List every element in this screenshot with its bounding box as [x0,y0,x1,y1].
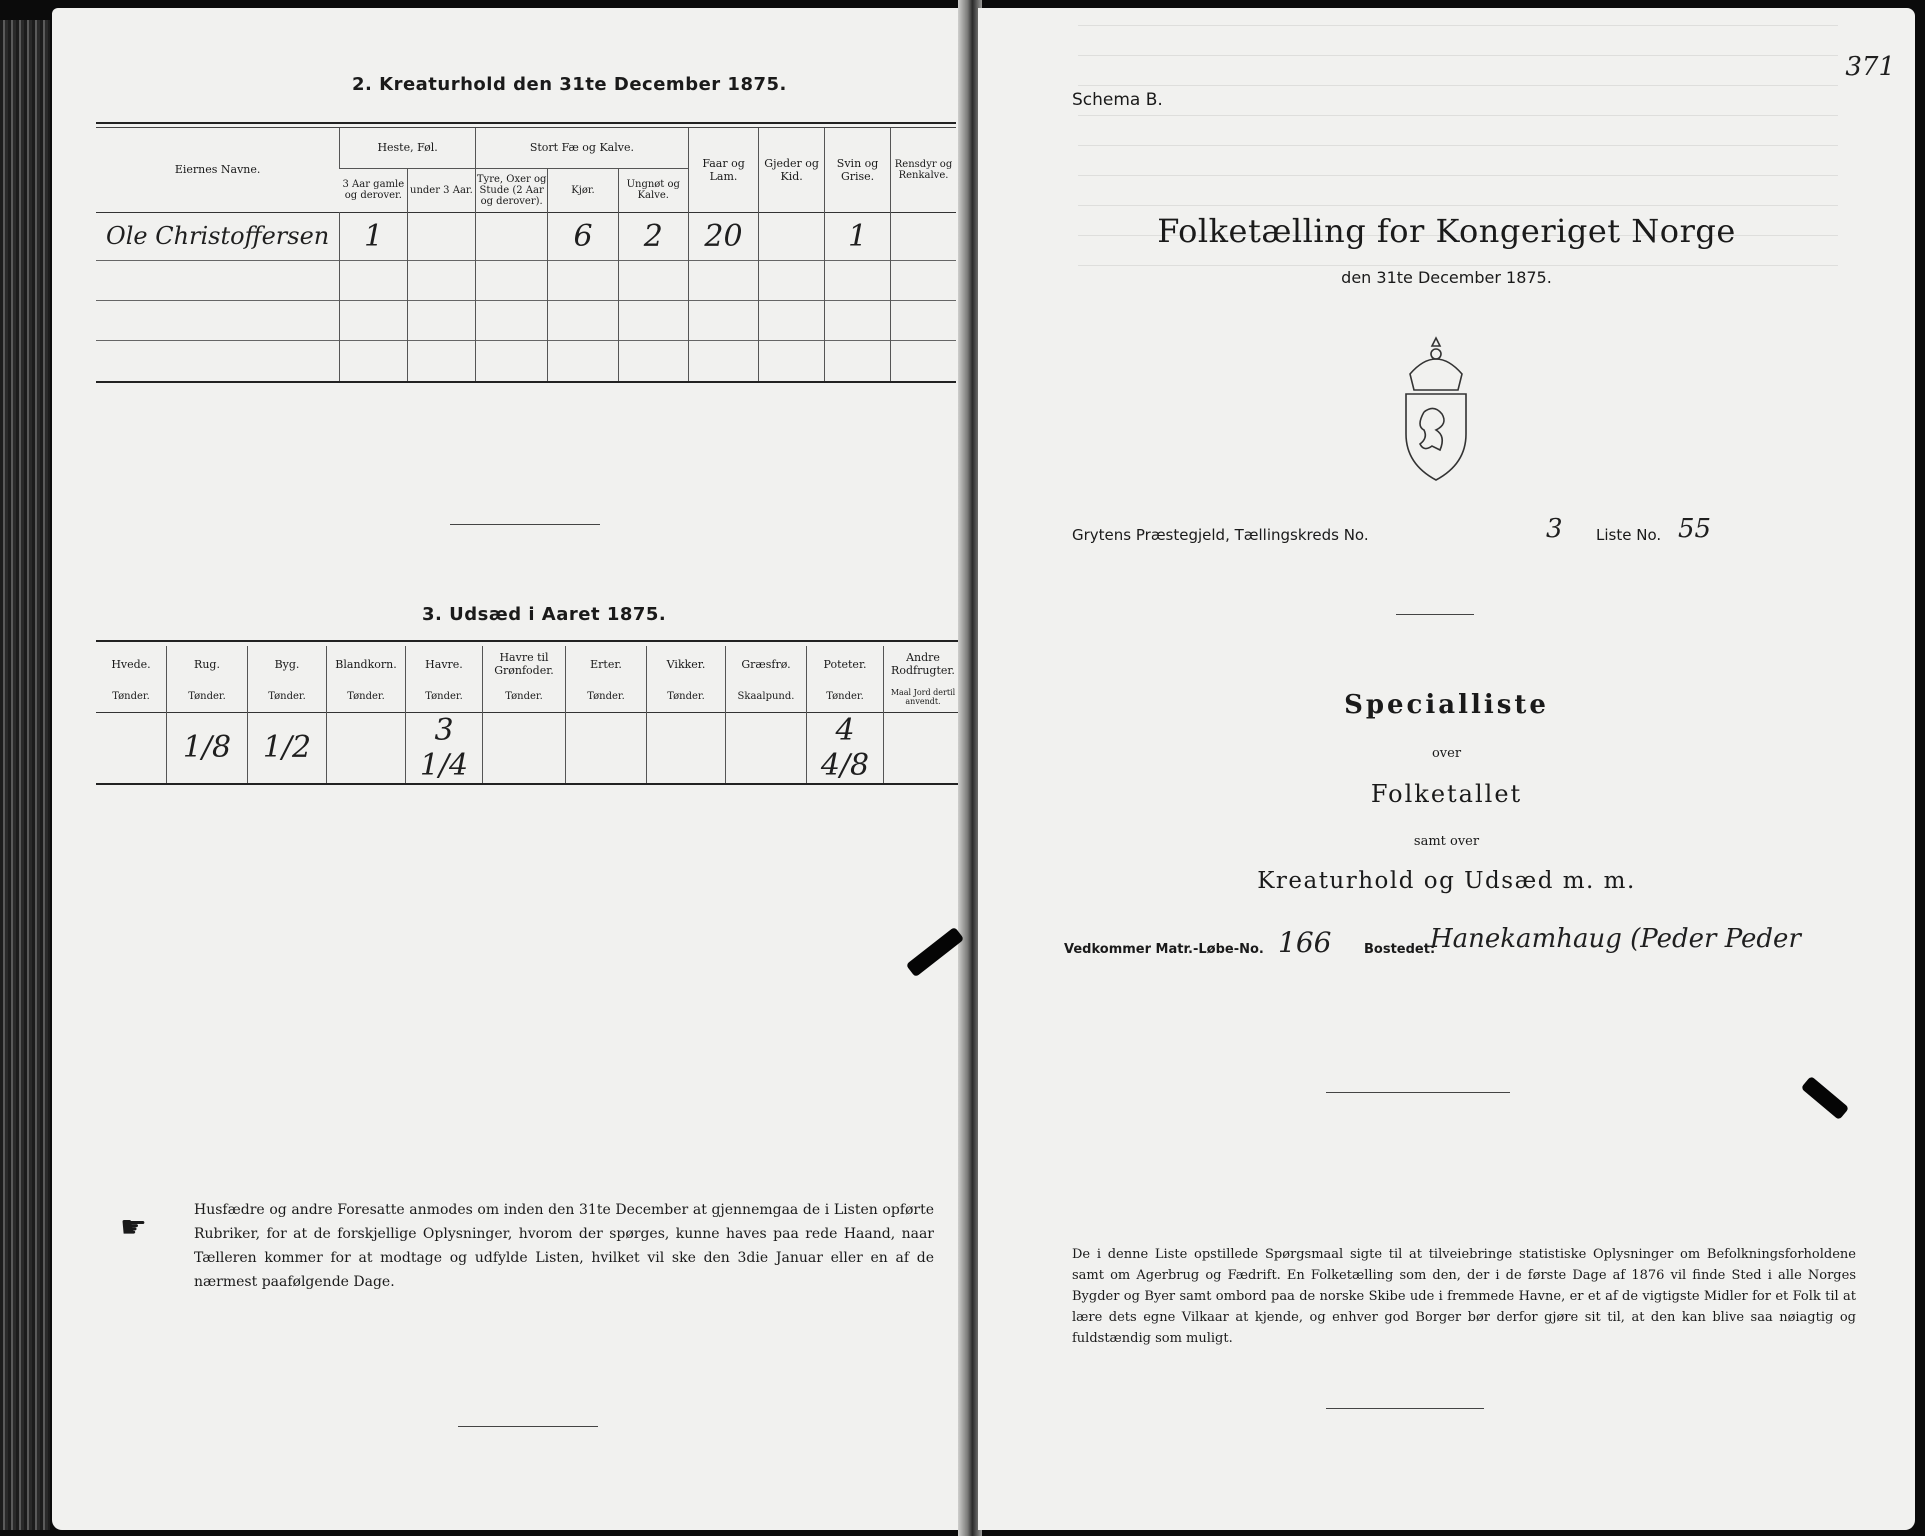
value-graesfro [726,712,807,784]
udsaed-table [96,646,962,785]
rensdyr-value [891,212,956,260]
unit-havre-gronfoder: Tønder. [483,682,566,712]
unit-rug: Tønder. [167,682,248,712]
kjor-header: Kjør. [548,168,618,212]
tyre-header: Tyre, Oxer og Stude (2 Aar og derover). [475,168,547,212]
value-havre: 3 1/4 [406,712,483,784]
value-poteter: 4 4/8 [807,712,884,784]
page-subtitle: den 31te December 1875. [1341,268,1552,287]
col-rug: Rug. [167,646,248,682]
kreaturhold-table [96,128,956,383]
matr-label: Vedkommer Matr.-Løbe-No. [1064,942,1264,957]
value-havre-gronfoder [483,712,566,784]
table-row [96,300,956,340]
unit-blandkorn: Tønder. [327,682,406,712]
svin-value: 1 [825,212,891,260]
left-page [52,8,972,1530]
faar-value: 20 [688,212,758,260]
col-vikker: Vikker. [647,646,726,682]
liste-number: 55 [1678,514,1712,544]
bottom-rule [1326,1408,1484,1409]
bosted-value: Hanekamhaug (Peder Peder [1430,924,1801,954]
col-byg: Byg. [248,646,327,682]
bottom-rule [458,1426,598,1427]
unit-graesfro: Skaalpund. [726,682,807,712]
udsaed-header-row [96,646,962,682]
section2-title: 2. Kreaturhold den 31te December 1875. [352,74,787,95]
divider-rule [1396,614,1474,615]
col-erter: Erter. [566,646,647,682]
ungnot-value: 2 [618,212,688,260]
heste-old-value: 1 [340,212,408,260]
stort-header: Stort Fæ og Kalve. [475,128,688,168]
tyre-value [475,212,547,260]
matr-number: 166 [1278,926,1332,959]
ungnot-header: Ungnøt og Kalve. [618,168,688,212]
unit-vikker: Tønder. [647,682,726,712]
bosted-label: Bostedet: [1364,942,1436,957]
value-hvede [96,712,167,784]
value-blandkorn [327,712,406,784]
col-poteter: Poteter. [807,646,884,682]
kreaturhold-heading: Kreaturhold og Udsæd m. m. [1257,868,1636,894]
table-row [96,712,962,784]
owner-header: Eiernes Navne. [174,163,261,177]
rensdyr-header: Rensdyr og Renkalve. [891,128,956,212]
owner-name: Ole Christoffersen [106,222,330,250]
gjeder-value [759,212,825,260]
samt-over-text: samt over [1413,834,1480,849]
unit-byg: Tønder. [248,682,327,712]
heste-header: Heste, Føl. [340,128,476,168]
specialliste-heading: Specialliste [1344,690,1549,720]
udsaed-unit-row [96,682,962,712]
section3-title: 3. Udsæd i Aaret 1875. [422,604,667,625]
over-text: over [1431,746,1462,761]
table-top-rule [96,122,956,124]
right-page [978,8,1915,1530]
col-hvede: Hvede. [111,657,151,671]
unit-erter: Tønder. [566,682,647,712]
kjor-value: 6 [548,212,618,260]
kreds-number: 3 [1546,514,1563,544]
unit-hvede: Tønder. [112,691,150,703]
notice-text: Husfædre og andre Foresatte anmodes om inden den 31te December at gjennemgaa de i Listen opførte Rubriker, for at de forskjellige Oplysninger, hvorom der spørges, kunne haves paa rede Haand, naar Tælleren kommer for at modtage og udfylde Listen, hvilket vil ske den 3die Januar eller en af de nærmest paafølgende Dage. [194,1202,934,1290]
unit-poteter: Tønder. [807,682,884,712]
table-row [96,212,956,260]
col-rodfrugter: Andre Rodfrugter. [884,646,963,682]
coat-of-arms-icon [1388,334,1484,486]
schema-label: Schema B. [1072,90,1163,110]
divider-rule [450,524,600,525]
footer-text: De i denne Liste opstillede Spørgsmaal sigte til at tilveiebringe statistiske Oplysninger om Befolkningsforholdene samt om Agerbrug og Fædrift. En Folketælling som den, der i de første Dage af 1876 vil finde Sted i alle Norges Bygder og Byer samt ombord paa de norske Skibe ude i fremmede Havne, er et af de vigtigste Midler for et Folk til at lære dets egne Vilkaar at kjende, og enhver god Borger bør derfor gjøre sit til, at den kan blive saa nøiagtig og fuldstændig som muligt. [1072,1247,1856,1346]
col-havre-gronfoder: Havre til Grønfoder. [483,646,566,682]
col-havre: Havre. [406,646,483,682]
col-graesfro: Græsfrø. [726,646,807,682]
unit-havre: Tønder. [406,682,483,712]
value-byg: 1/2 [248,712,327,784]
heste-old-header: 3 Aar gamle og derover. [342,179,405,201]
page-title: Folketælling for Kongeriget Norge [1157,212,1736,250]
heste-young-header: under 3 Aar. [407,168,475,212]
faar-header: Faar og Lam. [688,128,758,212]
divider-rule [1326,1092,1510,1093]
table-row [96,260,956,300]
liste-label: Liste No. [1596,526,1662,544]
value-rug: 1/8 [167,712,248,784]
page-number: 371 [1845,52,1895,82]
unit-rodfrugter: Maal Jord dertil anvendt. [884,682,963,712]
book-page-edges [0,20,50,1530]
col-blandkorn: Blandkorn. [327,646,406,682]
folketallet-heading: Folketallet [1370,780,1523,808]
heste-young-value [407,212,475,260]
value-vikker [647,712,726,784]
value-erter [566,712,647,784]
svin-header: Svin og Grise. [825,128,891,212]
gjeder-header: Gjeder og Kid. [759,128,825,212]
pointing-hand-icon: ☛ [120,1210,147,1245]
value-rodfrugter [884,712,963,784]
prestegjeld-label: Grytens Præstegjeld, Tællingskreds No. [1072,526,1369,544]
table-row [96,340,956,382]
udsaed-top-rule [96,640,962,642]
